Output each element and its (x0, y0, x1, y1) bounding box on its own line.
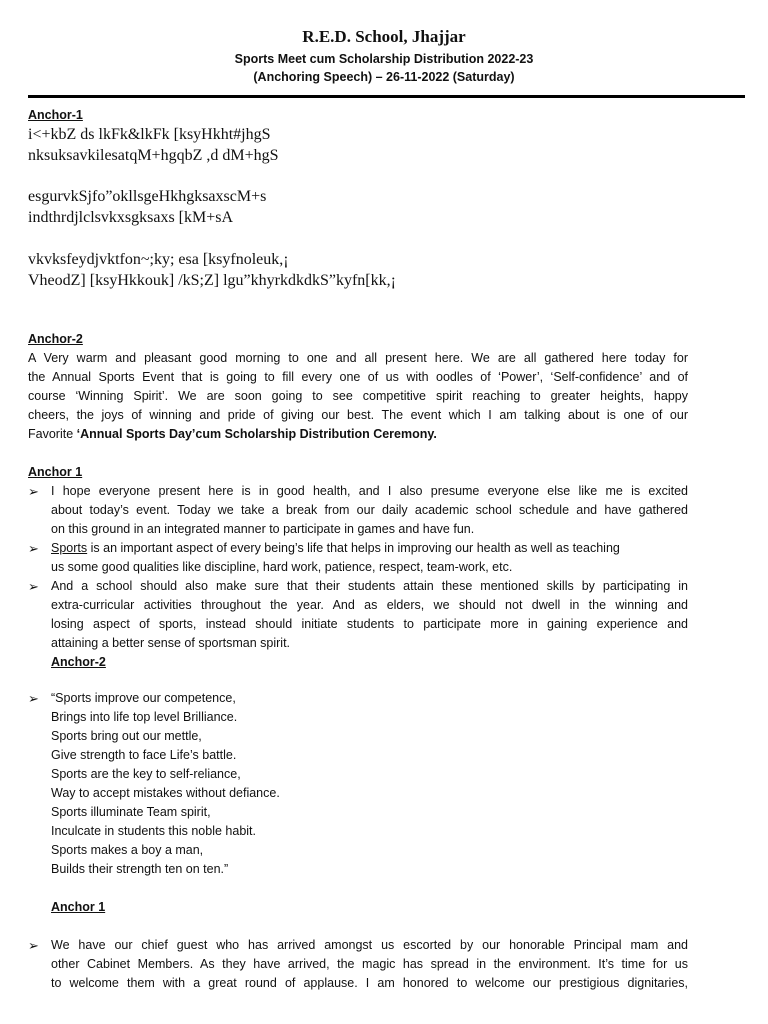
poem-line: Builds their strength ten on ten.” (51, 862, 229, 876)
poem-line: Way to accept mistakes without defiance. (51, 786, 280, 800)
bullet-line: on this ground in an integrated manner to participate in games and have fun. (51, 522, 475, 536)
poem-line: Sports are the key to self-reliance, (51, 767, 241, 781)
paragraph-line: the Annual Sports Event that is going to fill every one of us with oodles of ‘Power’, ‘Self-confidence’ and of (28, 370, 688, 384)
hindi-line: indthrdjlclsvkxsgksaxs [kM+sA (28, 209, 234, 226)
sports-link[interactable]: Sports (51, 541, 88, 555)
arrow-bullet-icon: ➢ (28, 691, 39, 706)
anchor-heading: Anchor 1 (28, 465, 83, 479)
bullet-text: is an important aspect of every being’s life that helps in improving our health as well as teaching (87, 541, 620, 555)
poem-line: Sports illuminate Team spirit, (51, 805, 211, 819)
paragraph-line: cheers, the joys of winning and pride of giving our best. The event which I am talking about is one of our (28, 408, 688, 422)
poem-line: Sports makes a boy a man, (51, 843, 204, 857)
hindi-line: nksuksavkilesatqM+hgqbZ ,d dM+hgS (28, 147, 279, 164)
anchor-heading: Anchor-2 (28, 332, 83, 346)
bullet-line (51, 539, 688, 558)
event-name-bold: ‘Annual Sports Day’cum Scholarship Distribution Ceremony. (76, 427, 437, 441)
hindi-line: esgurvkSjfo”okllsgeHkhgksaxscM+s (28, 188, 267, 205)
bullet-line: attaining a better sense of sportsman spirit. (51, 636, 291, 650)
paragraph-line (28, 425, 688, 444)
event-title: Sports Meet cum Scholarship Distribution 2022-23 (234, 52, 534, 66)
arrow-bullet-icon: ➢ (28, 938, 39, 953)
bullet-line: losing aspect of sports, instead should initiate students to participate more in gaining experience and (51, 617, 688, 631)
hindi-line: vkvksfeydjvktfon~;ky; esa [ksyfnoleuk,¡ (28, 251, 289, 268)
bullet-line: other Cabinet Members. As they have arrived, the magic has spread in the environment. It’s time for us (51, 957, 688, 971)
bullet-line: And a school should also make sure that their students attain these mentioned skills by participating in (51, 579, 688, 593)
bullet-line: extra-curricular activities throughout the year. And as elders, we should not dwell in the winning and (51, 598, 688, 612)
arrow-bullet-icon: ➢ (28, 579, 39, 594)
paragraph-line: A Very warm and pleasant good morning to one and all present here. We are all gathered here today for (28, 351, 688, 365)
bullet-line: to welcome them with a great round of applause. I am honored to welcome our prestigious dignitaries, (51, 976, 688, 990)
poem-line: Brings into life top level Brilliance. (51, 710, 238, 724)
poem-line: “Sports improve our competence, (51, 691, 236, 705)
arrow-bullet-icon: ➢ (28, 484, 39, 499)
bullet-line: I hope everyone present here is in good health, and I also presume everyone else like me is excited (51, 484, 688, 498)
bullet-line: We have our chief guest who has arrived amongst us escorted by our honorable Principal mam and (51, 938, 688, 952)
anchor-heading: Anchor-1 (28, 108, 83, 122)
bullet-line: us some good qualities like discipline, hard work, patience, respect, team-work, etc. (51, 560, 513, 574)
header-rule (28, 95, 745, 98)
anchor-heading: Anchor-2 (51, 655, 106, 669)
poem-line: Inculcate in students this noble habit. (51, 824, 256, 838)
anchor-heading: Anchor 1 (51, 900, 106, 914)
school-name: R.E.D. School, Jhajjar (302, 27, 466, 46)
bullet-line: about today’s event. Today we take a break from our daily academic school schedule and have gathered (51, 503, 688, 517)
poem-line: Sports bring out our mettle, (51, 729, 202, 743)
welcome-paragraph (28, 349, 688, 444)
hindi-line: i<+kbZ ds lkFk&lkFk [ksyHkht#jhgS (28, 126, 271, 143)
poem-line: Give strength to face Life’s battle. (51, 748, 237, 762)
paragraph-line: course ‘Winning Spirit’. We are soon going to see competitive spirit reaching to greater heights, happy (28, 389, 688, 403)
paragraph-text: Favorite (28, 427, 77, 441)
speech-date: (Anchoring Speech) – 26-11-2022 (Saturday) (253, 70, 515, 84)
arrow-bullet-icon: ➢ (28, 541, 39, 556)
hindi-line: VheodZ] [ksyHkkouk] /kS;Z] lgu”khyrkdkdkS”kyfn[kk,¡ (28, 272, 396, 289)
